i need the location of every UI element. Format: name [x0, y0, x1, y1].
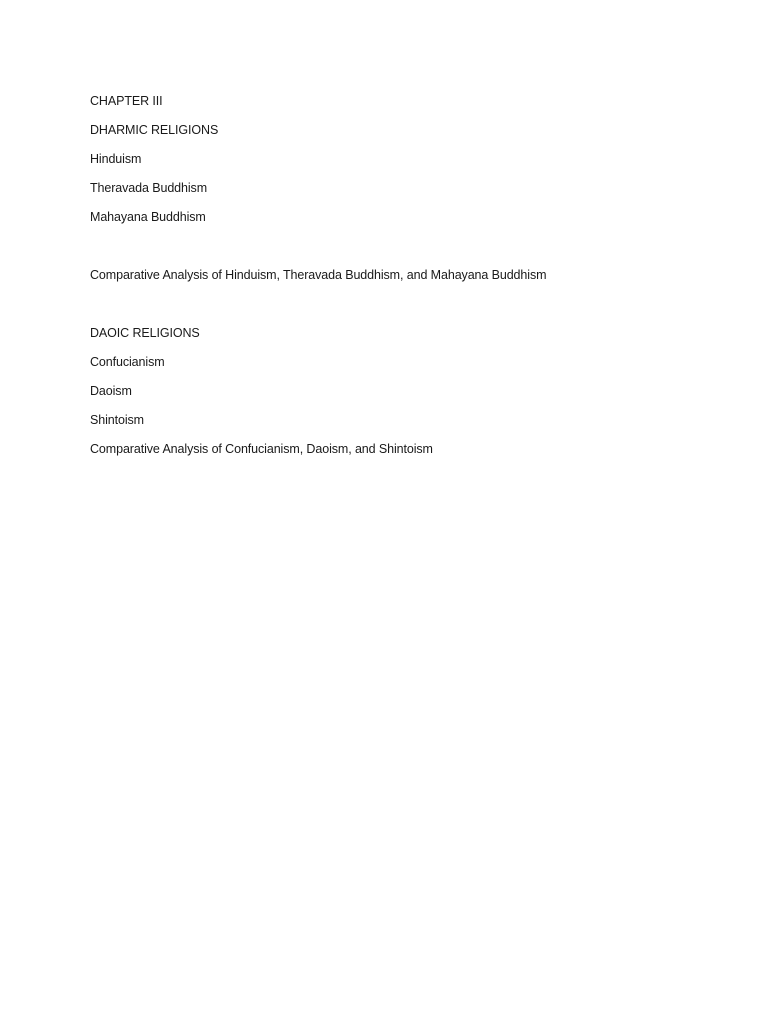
chapter-heading: CHAPTER III	[90, 94, 163, 108]
topic-confucianism: Confucianism	[90, 355, 165, 369]
topic-shintoism: Shintoism	[90, 413, 144, 427]
section-heading-dharmic: DHARMIC RELIGIONS	[90, 123, 219, 137]
section-heading-daoic: DAOIC RELIGIONS	[90, 326, 200, 340]
topic-mahayana: Mahayana Buddhism	[90, 210, 206, 224]
topic-comparative-daoic: Comparative Analysis of Confucianism, Daoism, and Shintoism	[90, 442, 433, 456]
blank-line	[90, 238, 730, 267]
topic-theravada: Theravada Buddhism	[90, 181, 208, 195]
topic-daoism: Daoism	[90, 384, 132, 398]
document-body	[90, 93, 730, 470]
topic-comparative-dharmic: Comparative Analysis of Hinduism, Theravada Buddhism, and Mahayana Buddhism	[90, 268, 547, 282]
blank-line	[90, 296, 730, 325]
topic-hinduism: Hinduism	[90, 152, 142, 166]
